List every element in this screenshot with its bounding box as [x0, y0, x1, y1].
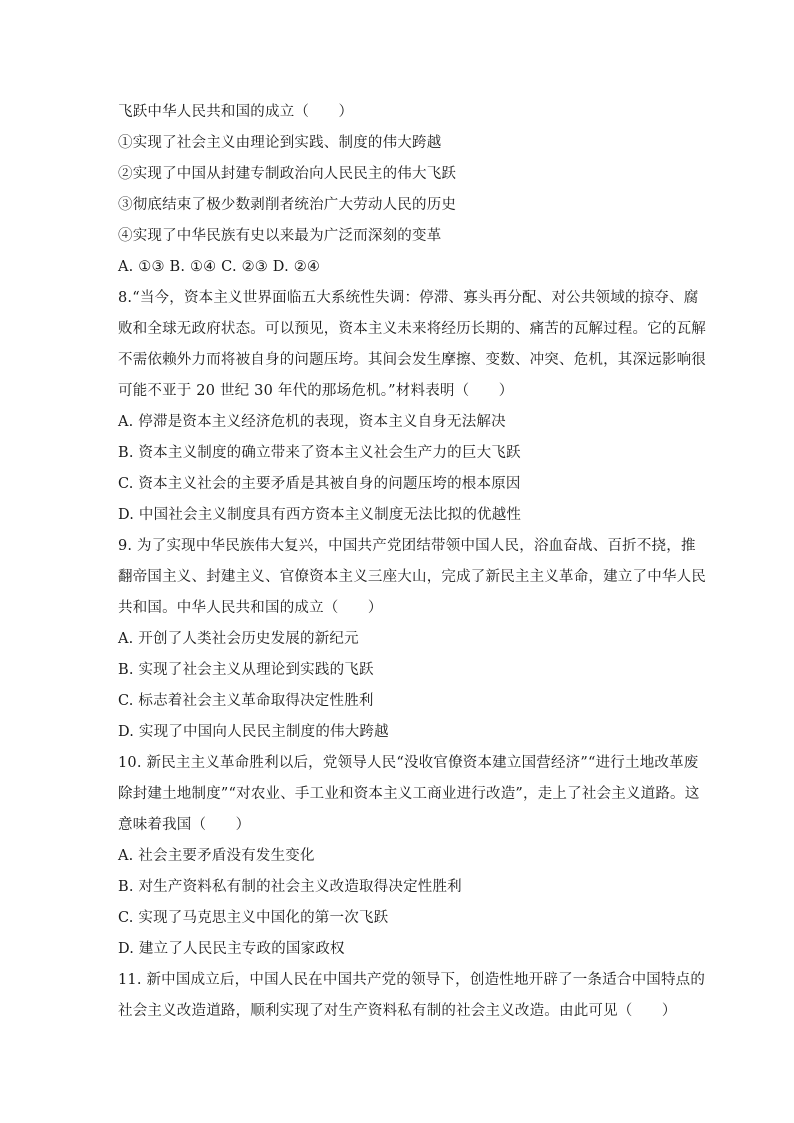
q9-option-d: D. 实现了中国向人民民主制度的伟大跨越: [118, 724, 389, 740]
q8-option-d: D. 中国社会主义制度具有西方资本主义制度无法比拟的优越性: [118, 507, 522, 523]
q7-statement-3: ③彻底结束了极少数剥削者统治广大劳动人民的历史: [118, 197, 457, 213]
q10-stem-line-1: 10. 新民主主义革命胜利以后，党领导人民“没收官僚资本建立国营经济”“进行土地改革废: [118, 755, 699, 771]
q7-options: A. ①③ B. ①④ C. ②③ D. ②④: [118, 259, 321, 275]
q9-stem-line-3: 共和国。中华人民共和国的成立（ ）: [118, 600, 383, 616]
q10-stem-line-2: 除封建土地制度”“对农业、手工业和资本主义工商业进行改造”，走上了社会主义道路。这: [118, 786, 700, 802]
q11-stem-line-2: 社会主义改造道路，顺利实现了对生产资料私有制的社会主义改造。由此可见（ ）: [118, 1003, 677, 1019]
q7-statement-4: ④实现了中华民族有史以来最为广泛而深刻的变革: [118, 228, 442, 244]
q10-option-a: A. 社会主要矛盾没有发生变化: [118, 848, 315, 864]
q10-option-d: D. 建立了人民民主专政的国家政权: [118, 941, 345, 957]
q9-option-b: B. 实现了社会主义从理论到实践的飞跃: [118, 662, 374, 678]
q9-stem-line-2: 翻帝国主义、封建主义、官僚资本主义三座大山，完成了新民主主义革命，建立了中华人民: [118, 569, 706, 585]
q10-option-c: C. 实现了马克思主义中国化的第一次飞跃: [118, 910, 389, 926]
q9-stem-line-1: 9. 为了实现中华民族伟大复兴，中国共产党团结带领中国人民，浴血奋战、百折不挠，推: [118, 538, 696, 554]
q7-statement-1: ①实现了社会主义由理论到实践、制度的伟大跨越: [118, 135, 442, 151]
q10-option-b: B. 对生产资料私有制的社会主义改造取得决定性胜利: [118, 879, 462, 895]
q8-stem-line-2: 败和全球无政府状态。可以预见，资本主义未来将经历长期的、痛苦的瓦解过程。它的瓦解: [118, 321, 706, 337]
q8-stem-line-3: 不需依赖外力而将被自身的问题压垮。其间会发生摩擦、变数、冲突、危机，其深远影响很: [118, 352, 706, 368]
q8-option-b: B. 资本主义制度的确立带来了资本主义社会生产力的巨大飞跃: [118, 445, 521, 461]
q7-stem-tail: 飞跃中华人民共和国的成立（ ）: [118, 104, 354, 120]
q8-option-c: C. 资本主义社会的主要矛盾是其被自身的问题压垮的根本原因: [118, 476, 521, 492]
q7-statement-2: ②实现了中国从封建专制政治向人民民主的伟大飞跃: [118, 166, 457, 182]
q8-stem-line-1: 8.“当今，资本主义世界面临五大系统性失调：停滞、寡头再分配、对公共领域的掠夺、腐: [118, 290, 699, 306]
q8-stem-line-4: 可能不亚于 20 世纪 30 年代的那场危机。”材料表明（ ）: [118, 383, 514, 399]
q8-option-a: A. 停滞是资本主义经济危机的表现，资本主义自身无法解决: [118, 414, 506, 430]
q9-option-a: A. 开创了人类社会历史发展的新纪元: [118, 631, 359, 647]
q10-stem-line-3: 意味着我国（ ）: [118, 817, 251, 833]
q9-option-c: C. 标志着社会主义革命取得决定性胜利: [118, 693, 374, 709]
q11-stem-line-1: 11. 新中国成立后，中国人民在中国共产党的领导下，创造性地开辟了一条适合中国特点的: [118, 972, 706, 988]
